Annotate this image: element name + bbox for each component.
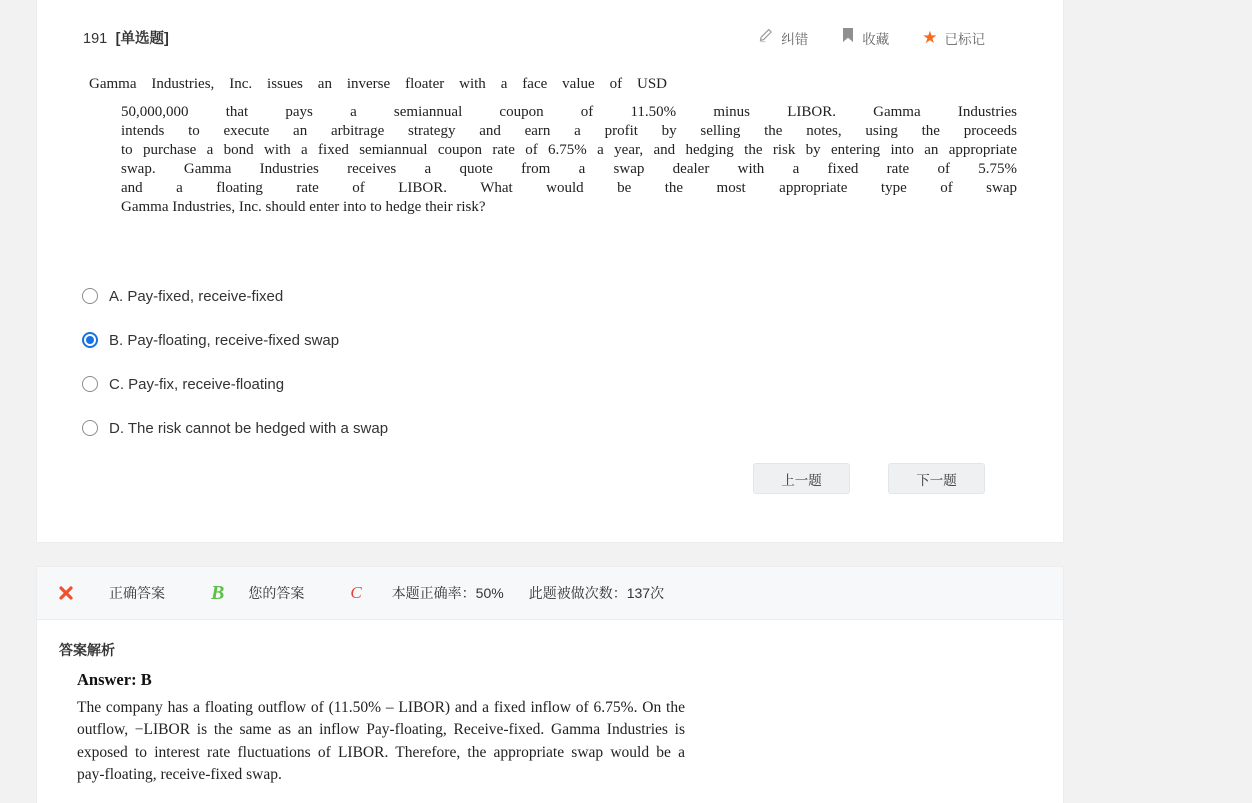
question-line: swap. Gamma Industries receives a quote from a swap dealer with a fixed rate of 5.75% [121,161,1017,177]
next-question-button[interactable]: 下一题 [888,463,985,494]
answer-analysis [37,620,1063,787]
question-number: 191 [83,31,108,47]
option-label: B. Pay-floating, receive-fixed swap [109,331,340,349]
question-line: to purchase a bond with a fixed semiannual coupon rate of 6.75% a year, and hedging the risk by entering into an appropriate [121,142,1017,158]
answer-heading: Answer: B [77,670,152,689]
result-bar [37,567,1063,620]
question-card [36,0,1064,543]
question-text [37,75,1063,217]
explanation-line: The company has a floating outflow of (11.50% – LIBOR) and a fixed inflow of 6.75%. On the [77,699,685,716]
option-d[interactable] [82,419,1063,437]
analysis-title: 答案解析 [59,642,115,658]
correct-answer-value: B [211,581,225,604]
correction-label: 纠错 [781,31,809,47]
option-c[interactable] [82,375,1063,393]
correct-answer-label: 正确答案 [109,585,165,601]
star-icon: ★ [922,28,938,47]
question-line: Gamma Industries, Inc. should enter into to hedge their risk? [121,199,486,215]
your-answer-label: 您的答案 [248,585,305,601]
question-line: Gamma Industries, Inc. issues an inverse floater with a face value of USD [89,76,667,92]
favorite-button[interactable] [841,27,889,48]
marked-button[interactable] [922,28,985,48]
bookmark-icon [841,27,855,48]
marked-label: 已标记 [944,31,985,47]
attempts-stat: 此题被做次数：137次 [528,585,665,601]
explanation-line: pay-floating, receive-fixed swap. [77,766,282,784]
previous-question-button[interactable]: 上一题 [753,463,850,494]
wrong-x-icon [58,585,74,601]
question-header [37,0,1063,48]
radio-button-selected[interactable] [82,332,98,348]
pencil-icon [758,27,774,48]
radio-button[interactable] [82,288,98,304]
question-line: and a floating rate of LIBOR. What would be the most appropriate type of swap [121,180,1017,196]
option-label: D. The risk cannot be hedged with a swap [109,419,389,437]
accuracy-stat: 本题正确率：50% [391,585,504,601]
correction-button[interactable] [758,27,808,48]
option-label: C. Pay-fix, receive-floating [109,375,285,393]
radio-button[interactable] [82,420,98,436]
explanation-text [77,697,685,787]
option-a[interactable] [82,287,1063,305]
explanation-line: outflow, −LIBOR is the same as an inflow Pay-floating, Receive-fixed. Gamma Industries is [77,721,685,739]
option-b[interactable] [82,331,1063,349]
option-label: A. Pay-fixed, receive-fixed [109,287,284,305]
question-toolbar [758,27,985,48]
question-line: 50,000,000 that pays a semiannual coupon of 11.50% minus LIBOR. Gamma Industries [121,104,1017,120]
favorite-label: 收藏 [862,31,890,47]
radio-button[interactable] [82,376,98,392]
question-type: [单选题] [115,31,169,47]
your-answer-value: C [350,583,362,602]
question-nav [37,463,1063,494]
explanation-line: exposed to interest rate fluctuations of LIBOR. Therefore, the appropriate swap would be a [77,743,685,761]
question-line: intends to execute an arbitrage strategy and earn a profit by selling the notes, using the proceeds [121,123,1017,139]
question-title [83,27,169,48]
result-card [36,566,1064,803]
question-paragraph [121,103,1017,217]
options-list [37,287,1063,437]
